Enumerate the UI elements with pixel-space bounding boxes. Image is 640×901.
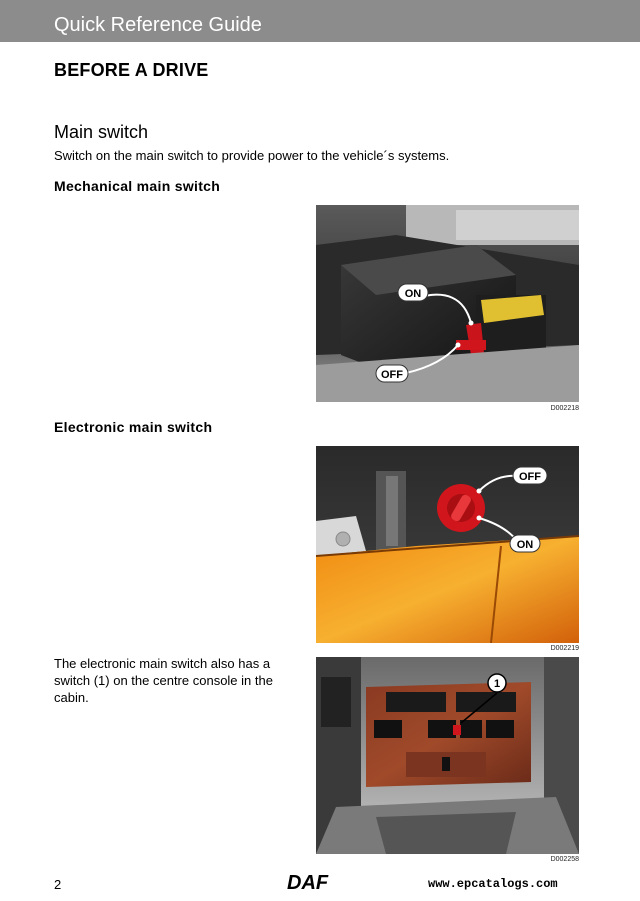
electronic-off-label: OFF	[519, 471, 541, 483]
electronic-on-label: ON	[516, 539, 534, 551]
figure-code-2: D002219	[550, 645, 579, 652]
electronic-switch-heading: Electronic main switch	[54, 419, 213, 435]
electronic-main-switch-illustration	[316, 446, 579, 643]
centre-console-illustration	[316, 657, 579, 854]
mechanical-off-label: OFF	[381, 369, 403, 381]
mechanical-switch-heading: Mechanical main switch	[54, 178, 221, 194]
main-switch-heading: Main switch	[54, 122, 149, 142]
daf-logo	[287, 872, 357, 897]
main-switch-description: Switch on the main switch to provide power to the vehicle´s systems.	[54, 148, 450, 163]
logo-text: DAF	[287, 872, 329, 892]
header-title: Quick Reference Guide	[54, 14, 262, 36]
footer-url[interactable]: www.epcatalogs.com	[428, 877, 558, 891]
console-callout-number: 1	[493, 678, 501, 690]
console-switch-text: The electronic main switch also has a switch (1) on the centre console in the cabin.	[54, 656, 273, 705]
figure-code-1: D002218	[550, 405, 579, 412]
mechanical-on-label: ON	[404, 288, 422, 300]
page-header	[0, 0, 640, 42]
mechanical-main-switch-illustration	[316, 205, 579, 402]
page-number: 2	[54, 877, 62, 892]
figure-code-3: D002258	[550, 856, 579, 863]
section-title: BEFORE A DRIVE	[54, 60, 209, 80]
